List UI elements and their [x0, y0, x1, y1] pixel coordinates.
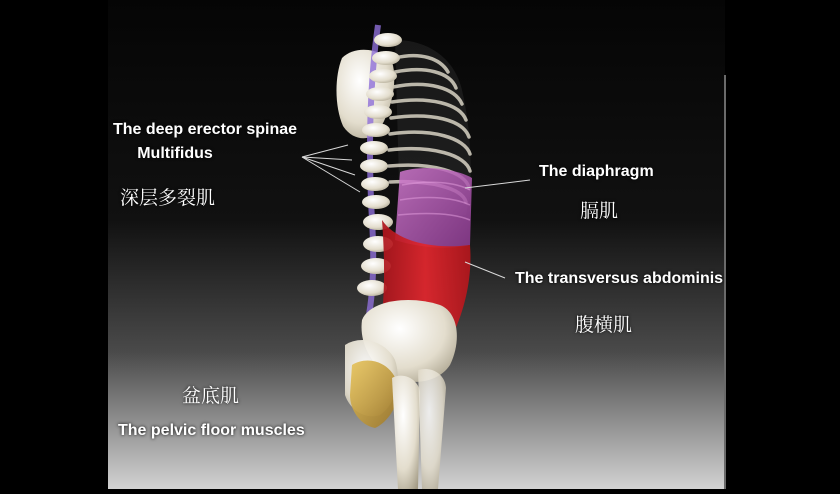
erector-spinae-label: The deep erector spinae: [112, 121, 298, 138]
diaphragm-label: The diaphragm: [539, 163, 654, 180]
diaphragm-muscle: [395, 168, 472, 248]
transversus-abdominis-label: The transversus abdominis: [515, 270, 724, 287]
diaphragm-chinese-label: 膈肌: [580, 200, 619, 222]
multifidus-label: Multifidus: [137, 145, 213, 162]
pelvic-floor-chinese-label: 盆底肌: [182, 385, 240, 407]
pelvic-floor-label: The pelvic floor muscles: [118, 422, 305, 439]
multifidus-chinese-label: 深层多裂肌: [120, 187, 216, 209]
transversus-abdominis-chinese-label: 腹横肌: [575, 314, 633, 336]
